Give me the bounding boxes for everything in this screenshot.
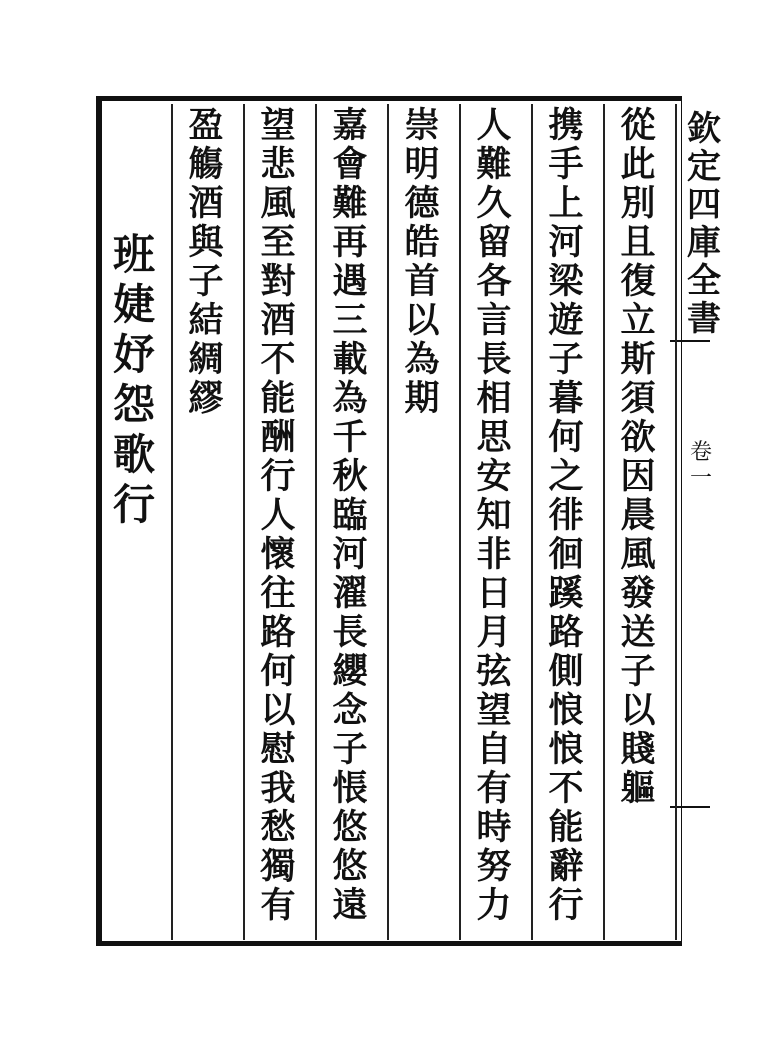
book-title <box>684 110 724 338</box>
glyph: 蹊 <box>548 573 584 614</box>
column-rule <box>387 104 389 940</box>
glyph: 悢 <box>548 729 584 770</box>
glyph: 長 <box>476 339 512 380</box>
glyph: 班 <box>112 230 155 279</box>
glyph: 臨 <box>332 495 368 536</box>
glyph: 以 <box>404 300 440 341</box>
column-rule <box>531 104 533 940</box>
glyph: 弦 <box>476 651 512 692</box>
text-column-4 <box>390 106 454 418</box>
text-column-1 <box>606 106 670 808</box>
glyph: 努 <box>476 846 512 887</box>
glyph: 軀 <box>620 768 656 809</box>
glyph: 皓 <box>404 222 440 263</box>
glyph: 繆 <box>188 378 224 419</box>
glyph: 行 <box>112 480 155 529</box>
glyph: 長 <box>332 612 368 653</box>
glyph: 久 <box>476 183 512 224</box>
glyph: 梁 <box>548 261 584 302</box>
glyph: 知 <box>476 495 512 536</box>
volume-label <box>684 440 718 492</box>
glyph: 愁 <box>260 807 296 848</box>
glyph: 與 <box>188 222 224 263</box>
glyph: 難 <box>332 183 368 224</box>
glyph: 為 <box>404 339 440 380</box>
text-column-2 <box>534 106 598 925</box>
glyph: 全 <box>687 261 721 301</box>
glyph: 何 <box>548 417 584 458</box>
glyph: 子 <box>332 729 368 770</box>
column-rule <box>603 104 605 940</box>
glyph: 不 <box>548 768 584 809</box>
glyph: 且 <box>620 222 656 263</box>
glyph: 安 <box>476 456 512 497</box>
glyph: 暮 <box>548 378 584 419</box>
glyph: 會 <box>332 144 368 185</box>
glyph: 酒 <box>260 300 296 341</box>
glyph: 定 <box>687 147 721 187</box>
glyph: 酒 <box>188 183 224 224</box>
glyph: 欽 <box>687 109 721 149</box>
glyph: 有 <box>260 885 296 926</box>
glyph: 行 <box>260 456 296 497</box>
text-column-3 <box>462 106 526 925</box>
glyph: 人 <box>260 495 296 536</box>
glyph: 復 <box>620 261 656 302</box>
glyph: 崇 <box>404 105 440 146</box>
glyph: 各 <box>476 261 512 302</box>
glyph: 路 <box>548 612 584 653</box>
text-column-7 <box>174 106 238 418</box>
glyph: 以 <box>620 690 656 731</box>
glyph: 悲 <box>260 144 296 185</box>
glyph: 日 <box>476 573 512 614</box>
glyph: 再 <box>332 222 368 263</box>
glyph: 徘 <box>548 495 584 536</box>
column-rule <box>459 104 461 940</box>
glyph: 以 <box>260 690 296 731</box>
glyph: 辭 <box>548 846 584 887</box>
glyph: 欲 <box>620 417 656 458</box>
column-rule <box>675 104 677 940</box>
glyph: 德 <box>404 183 440 224</box>
text-column-6 <box>246 106 310 925</box>
glyph: 有 <box>476 768 512 809</box>
glyph: 千 <box>332 417 368 458</box>
glyph: 之 <box>548 456 584 497</box>
glyph: 難 <box>476 144 512 185</box>
glyph: 為 <box>332 378 368 419</box>
glyph: 酬 <box>260 417 296 458</box>
glyph: 携 <box>548 105 584 146</box>
glyph: 子 <box>188 261 224 302</box>
glyph: 斯 <box>620 339 656 380</box>
glyph: 非 <box>476 534 512 575</box>
glyph: 懷 <box>260 534 296 575</box>
glyph: 至 <box>260 222 296 263</box>
glyph: 相 <box>476 378 512 419</box>
glyph: 路 <box>260 612 296 653</box>
glyph: 賤 <box>620 729 656 770</box>
glyph: 書 <box>687 299 721 339</box>
glyph: 對 <box>260 261 296 302</box>
glyph: 遠 <box>332 885 368 926</box>
glyph: 期 <box>404 378 440 419</box>
glyph: 能 <box>548 807 584 848</box>
glyph: 盈 <box>188 105 224 146</box>
glyph: 四 <box>687 185 721 225</box>
glyph: 立 <box>620 300 656 341</box>
glyph: 因 <box>620 456 656 497</box>
glyph: 人 <box>476 105 512 146</box>
glyph: 念 <box>332 690 368 731</box>
glyph: 不 <box>260 339 296 380</box>
glyph: 婕 <box>112 280 155 329</box>
glyph: 悠 <box>332 846 368 887</box>
glyph: 往 <box>260 573 296 614</box>
glyph: 行 <box>548 885 584 926</box>
glyph: 徊 <box>548 534 584 575</box>
glyph: 河 <box>332 534 368 575</box>
glyph: 纓 <box>332 651 368 692</box>
glyph: 濯 <box>332 573 368 614</box>
column-rule <box>243 104 245 940</box>
glyph: 月 <box>476 612 512 653</box>
glyph: 獨 <box>260 846 296 887</box>
glyph: 明 <box>404 144 440 185</box>
glyph: 卷 <box>689 440 712 465</box>
glyph: 首 <box>404 261 440 302</box>
glyph: 子 <box>620 651 656 692</box>
glyph: 歌 <box>112 430 155 479</box>
glyph: 自 <box>476 729 512 770</box>
glyph: 風 <box>620 534 656 575</box>
glyph: 妤 <box>112 330 155 379</box>
glyph: 秋 <box>332 456 368 497</box>
glyph: 怨 <box>112 380 155 429</box>
glyph: 慰 <box>260 729 296 770</box>
glyph: 庫 <box>687 223 721 263</box>
glyph: 晨 <box>620 495 656 536</box>
glyph: 悠 <box>332 807 368 848</box>
glyph: 側 <box>548 651 584 692</box>
glyph: 望 <box>260 105 296 146</box>
glyph: 留 <box>476 222 512 263</box>
glyph: 遇 <box>332 261 368 302</box>
glyph: 悵 <box>332 768 368 809</box>
glyph: 載 <box>332 339 368 380</box>
glyph: 從 <box>620 105 656 146</box>
poem-title-column <box>102 230 166 530</box>
text-column-5 <box>318 106 382 925</box>
glyph: 能 <box>260 378 296 419</box>
glyph: 發 <box>620 573 656 614</box>
glyph: 嘉 <box>332 105 368 146</box>
glyph: 一 <box>689 466 712 491</box>
column-rule <box>171 104 173 940</box>
glyph: 三 <box>332 300 368 341</box>
glyph: 言 <box>476 300 512 341</box>
glyph: 子 <box>548 339 584 380</box>
glyph: 我 <box>260 768 296 809</box>
glyph: 遊 <box>548 300 584 341</box>
glyph: 手 <box>548 144 584 185</box>
glyph: 綢 <box>188 339 224 380</box>
glyph: 望 <box>476 690 512 731</box>
glyph: 河 <box>548 222 584 263</box>
glyph: 思 <box>476 417 512 458</box>
column-rule <box>315 104 317 940</box>
glyph: 結 <box>188 300 224 341</box>
glyph: 何 <box>260 651 296 692</box>
glyph: 風 <box>260 183 296 224</box>
glyph: 須 <box>620 378 656 419</box>
glyph: 時 <box>476 807 512 848</box>
glyph: 送 <box>620 612 656 653</box>
glyph: 上 <box>548 183 584 224</box>
glyph: 力 <box>476 885 512 926</box>
glyph: 觴 <box>188 144 224 185</box>
glyph: 別 <box>620 183 656 224</box>
glyph: 此 <box>620 144 656 185</box>
glyph: 悢 <box>548 690 584 731</box>
